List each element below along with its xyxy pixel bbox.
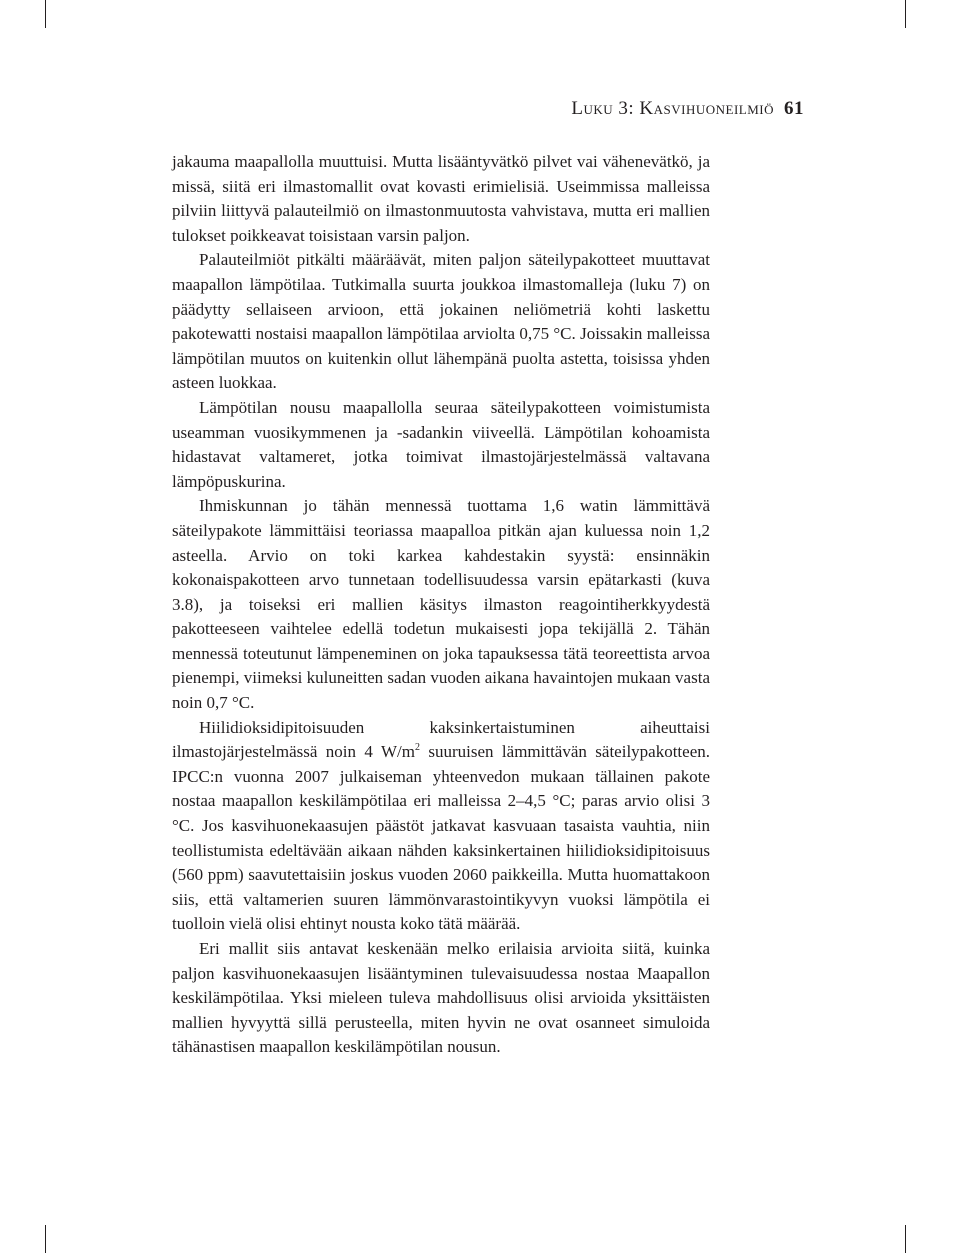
paragraph-text: suuruisen lämmittävän säteilypakotteen. IPCC:n vuonna 2007 julkaiseman yhteenvedon mukaan tällainen pakote nostaa maapallon keskilämpötilaa eri malleissa 2–4,5 °C; paras arvio olisi 3 °C. Jos kasvihuonekaasujen päästöt jatkavat kasvuaan tasaista vauhtia, niin teollistumista edeltävään aikaan nähden kaksinkertainen hiilidioksidipitoisuus (560 ppm) saavutettaisiin joskus vuoden 2060 paikkeilla. Mutta huomattakoon siis, että valtamerien suuren lämmönvarastointikyvyn vuoksi lämpötila ei tuolloin vielä olisi ehtinyt nousta koko tätä määrää.	[172, 742, 710, 934]
page-number: 61	[784, 98, 804, 119]
paragraph: Lämpötilan nousu maapallolla seuraa säteilypakotteen voimistumista useamman vuosikymmenen ja -sadankin viiveellä. Lämpötilan kohoamista hidastavat valtameret, jotka toimivat ilmastojärjestelmässä valtavana lämpöpuskurina.	[172, 397, 710, 491]
paragraph: Eri mallit siis antavat keskenään melko erilaisia arvioita siitä, kuinka paljon kasvihuonekaasujen lisääntyminen tulevaisuudessa nostaa Maapallon keskilämpötilaa. Yksi mieleen tuleva mahdollisuus olisi arvioida yksittäisten mallien hyvyyttä sillä perusteella, miten hyvin ne ovat osanneet simuloida tähänastisen maapallon keskilämpötilan nousun.	[172, 939, 710, 1057]
paragraph: Ihmiskunnan jo tähän mennessä tuottama 1,6 watin lämmittävä säteilypakote lämmittäisi teoriassa maapalloa pitkän ajan kuluessa noin 1,2 asteella. Arvio on toki karkea kahdestakin syystä: ensinnäkin kokonaispakotteen arvo tunnetaan todellisuudessa varsin epätarkasti (kuva 3.8), ja toiseksi eri mallien käsitys ilmaston reagointiherkkyydestä pakotteeseen vaihtelee edellä todetun mukaisesti jopa tekijällä 2. Tähän mennessä toteutunut lämpeneminen on joka tapauksessa tätä teoreettista arvoa pienempi, viimeksi kuluneitten sadan vuoden aikana havaintojen mukaan vasta noin 0,7 °C.	[172, 496, 710, 713]
paragraph: Palauteilmiöt pitkälti määräävät, miten paljon säteilypakotteet muuttavat maapallon lämpötilaa. Tutkimalla suurta joukkoa ilmastomalleja (luku 7) on päädytty sellaiseen arvioon, että jokainen neliömetriä kohti laskettu pakotewatti nostaisi maapallon lämpötilaa arviolta 0,75 °C. Joissakin malleissa lämpötilan muutos on kuitenkin ollut lähempänä puolta astetta, toisissa yhden asteen luokkaa.	[172, 250, 710, 393]
chapter-title: Luku 3: Kasvihuoneilmiö	[571, 98, 774, 119]
body-text	[172, 150, 710, 1060]
paragraph-text: Hiilidioksidipitoisuuden kaksinkertaistuminen aiheuttaisi ilmastojärjestelmässä noin 4 W/m	[172, 717, 710, 762]
running-head	[571, 98, 804, 120]
paragraph	[172, 716, 710, 937]
crop-mark-top-left	[45, 0, 46, 28]
crop-mark-bottom-left	[45, 1225, 46, 1253]
crop-mark-bottom-right	[905, 1225, 906, 1253]
superscript: 2	[414, 742, 420, 754]
paragraph: jakauma maapallolla muuttuisi. Mutta lisääntyvätkö pilvet vai vähenevätkö, ja missä, siitä eri ilmastomallit ovat kovasti erimielisiä. Useimmissa malleissa pilviin liittyvä palauteilmiö on ilmastonmuutosta vahvistava, mutta eri mallien tulokset poikkeavat toisistaan varsin paljon.	[172, 152, 710, 245]
crop-mark-top-right	[905, 0, 906, 28]
